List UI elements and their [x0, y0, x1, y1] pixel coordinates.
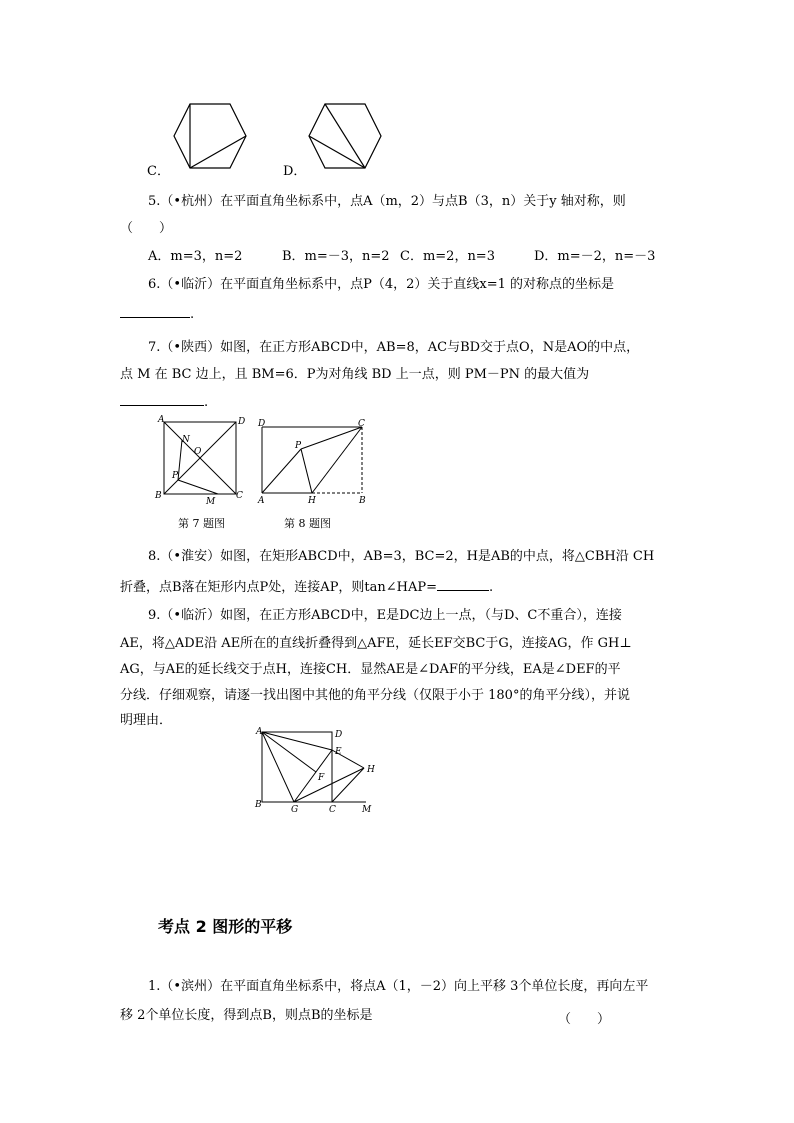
option-c-label: C． — [147, 164, 170, 179]
fig8-label-c: C — [358, 419, 365, 429]
q7-answer-line: . — [120, 393, 208, 411]
q8-line2: 折叠，点B落在矩形内点P处，连接AP，则tan∠HAP= . — [120, 580, 494, 595]
fig9-label-b: B — [255, 800, 262, 810]
fig7-label-b: B — [155, 491, 162, 501]
fig9-label-d: D — [335, 730, 343, 740]
fig9-label-e: E — [335, 747, 342, 757]
s2q1-paren: （ ） — [558, 1012, 611, 1027]
fig7-label-d: D — [238, 417, 246, 427]
fig8-label-d: D — [258, 419, 266, 429]
q7-line1: 7.（•陕西）如图，在正方形ABCD中，AB=8，AC与BD交于点O，N是AO的中点， — [148, 340, 640, 355]
q9-line3: AG，与AE的延长线交于点H，连接CH．显然AE是∠DAF的平分线，EA是∠DEF的平 — [120, 662, 621, 677]
fig7-label-c: C — [236, 491, 243, 501]
q7-answer-blank — [120, 393, 204, 406]
fig9-label-g: G — [291, 805, 299, 815]
fig8-label-a: A — [258, 496, 265, 506]
q6-line1: 6.（•临沂）在平面直角坐标系中，点P（4，2）关于直线x=1 的对称点的坐标是 — [148, 277, 614, 292]
figure-9 — [248, 724, 388, 820]
fig8-label-b: B — [359, 496, 366, 506]
fig7-label-o: O — [194, 447, 202, 457]
hexagon-figure-c — [170, 100, 250, 172]
s2q1-line2: 移 2个单位长度，得到点B，则点B的坐标是 — [120, 1008, 373, 1023]
fig9-label-c: C — [329, 805, 336, 815]
q6-answer-line: . — [120, 305, 194, 323]
q5-option-d: D．m=－2，n=－3 — [534, 249, 656, 264]
s2q1-line1: 1.（•滨州）在平面直角坐标系中，将点A（1，－2）向上平移 3个单位长度，再向左平 — [148, 979, 649, 994]
fig9-label-h: H — [367, 765, 375, 775]
figure-8 — [255, 416, 375, 508]
q5-option-c: C．m=2，n=3 — [400, 249, 495, 264]
q9-line4: 分线．仔细观察，请逐一找出图中其他的角平分线（仅限于小于 180°的角平分线），并说 — [120, 688, 630, 703]
fig9-label-a: A — [256, 727, 263, 737]
option-d-label: D． — [283, 164, 307, 179]
q7-line2: 点 M 在 BC 边上，且 BM=6．P为对角线 BD 上一点，则 PM－PN 的最大值为 — [120, 367, 590, 382]
fig8-label-h: H — [308, 496, 316, 506]
q9-line5: 明理由． — [120, 713, 173, 728]
q8-answer-blank — [437, 578, 489, 591]
fig7-label-n: N — [182, 435, 190, 445]
q5-line1: 5.（•杭州）在平面直角坐标系中，点A（m，2）与点B（3，n）关于y 轴对称，则 — [148, 194, 626, 209]
fig9-label-m: M — [362, 805, 372, 815]
hexagon-figure-d — [305, 100, 385, 172]
q9-line1: 9.（•临沂）如图，在正方形ABCD中，E是DC边上一点，（与D、C不重合），连接 — [148, 608, 622, 623]
q5-option-b: B．m=－3，n=2 — [282, 249, 390, 264]
q5-option-a: A．m=3，n=2 — [148, 249, 243, 264]
fig7-label-p: P — [172, 471, 179, 481]
q5-paren: （ ） — [120, 221, 173, 236]
caption-figure-8: 第 8 题图 — [284, 517, 331, 530]
q9-line2: AE，将△ADE沿 AE所在的直线折叠得到△AFE，延长EF交BC于G，连接AG，作 GH⊥ — [120, 636, 632, 651]
caption-figure-7: 第 7 题图 — [178, 517, 225, 530]
fig8-label-p: P — [295, 441, 302, 451]
section-heading: 考点 2 图形的平移 — [158, 917, 293, 936]
fig9-label-f: F — [318, 773, 325, 783]
fig7-label-a: A — [158, 415, 165, 425]
q8-line1: 8.（•淮安）如图，在矩形ABCD中，AB=3，BC=2，H是AB的中点，将△CBH沿 CH — [148, 549, 655, 564]
figure-7 — [150, 412, 246, 506]
q6-answer-blank — [120, 305, 190, 318]
fig7-label-m: M — [206, 497, 216, 506]
